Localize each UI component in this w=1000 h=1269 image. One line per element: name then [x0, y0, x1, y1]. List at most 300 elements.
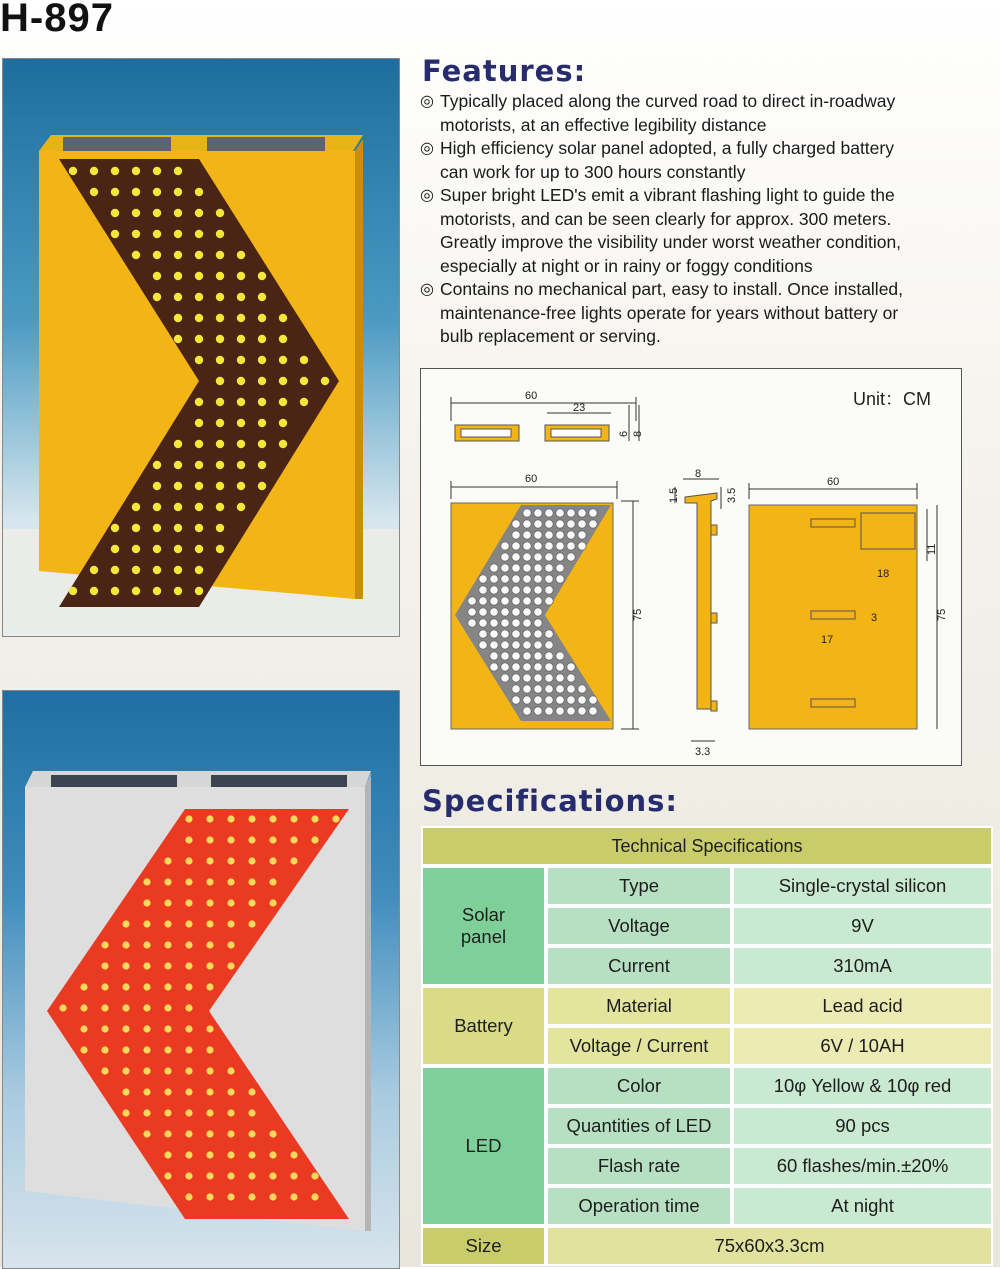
led-dot: [185, 1004, 192, 1011]
led-dot: [153, 566, 161, 574]
led-dot: [290, 1172, 297, 1179]
led-dot: [512, 531, 520, 539]
led-dot: [164, 1088, 171, 1095]
led-dot: [216, 251, 224, 259]
led-dot: [164, 962, 171, 969]
led-dot: [122, 1004, 129, 1011]
spec-category-solar: Solar panel: [421, 866, 546, 986]
led-dot: [248, 857, 255, 864]
led-dot: [164, 1046, 171, 1053]
led-dot: [111, 587, 119, 595]
led-dot: [153, 188, 161, 196]
led-dot: [153, 587, 161, 595]
led-dot: [164, 1130, 171, 1137]
led-dot: [195, 419, 203, 427]
led-dot: [216, 524, 224, 532]
led-dot: [174, 587, 182, 595]
led-dot: [258, 272, 266, 280]
led-dot: [556, 575, 564, 583]
led-dot: [164, 920, 171, 927]
led-dot: [269, 1193, 276, 1200]
led-dot: [122, 920, 129, 927]
led-dot: [164, 1004, 171, 1011]
led-dot: [512, 641, 520, 649]
led-dot: [479, 641, 487, 649]
led-dot: [237, 398, 245, 406]
led-dot: [279, 356, 287, 364]
feature-text: Typically placed along the curved road to direct in-roadway motorists, at an effective legibility distance: [440, 91, 896, 135]
led-dot: [479, 586, 487, 594]
led-dot: [122, 1109, 129, 1116]
led-dot: [578, 520, 586, 528]
led-dot: [578, 685, 586, 693]
led-dot: [311, 836, 318, 843]
led-dot: [216, 335, 224, 343]
led-dot: [248, 1130, 255, 1137]
spec-size-label: Size: [421, 1226, 546, 1266]
led-dot: [153, 272, 161, 280]
spec-size-value: 75x60x3.3cm: [546, 1226, 993, 1266]
led-dot: [258, 356, 266, 364]
led-dot: [534, 575, 542, 583]
led-dot: [174, 566, 182, 574]
led-dot: [80, 1025, 87, 1032]
led-dot: [501, 630, 509, 638]
led-dot: [545, 696, 553, 704]
feature-item: [420, 184, 1000, 278]
led-dot: [185, 1046, 192, 1053]
led-dot: [80, 983, 87, 990]
led-dot: [545, 553, 553, 561]
led-dot: [227, 836, 234, 843]
led-dot: [143, 878, 150, 885]
led-dot: [185, 983, 192, 990]
led-dot: [578, 531, 586, 539]
led-dot: [216, 293, 224, 301]
led-dot: [578, 696, 586, 704]
led-dot: [195, 314, 203, 322]
spec-label: Flash rate: [546, 1146, 732, 1186]
led-dot: [195, 272, 203, 280]
led-dot: [534, 608, 542, 616]
led-dot: [195, 251, 203, 259]
led-dot: [122, 1067, 129, 1074]
side-lip-label: 1.5: [668, 487, 680, 503]
led-dot: [545, 652, 553, 660]
front-height-label: 75: [632, 608, 644, 621]
led-dot: [545, 520, 553, 528]
led-dot: [523, 663, 531, 671]
feature-item: [420, 278, 1000, 349]
led-dot: [195, 188, 203, 196]
led-dot: [174, 503, 182, 511]
feature-text: Contains no mechanical part, easy to install. Once installed, maintenance-free lights operate for years without battery or bulb replacement or serving.: [440, 279, 904, 346]
spec-category-battery: Battery: [421, 986, 546, 1066]
led-dot: [111, 209, 119, 217]
product-photo-red: [2, 690, 400, 1269]
led-dot: [216, 440, 224, 448]
led-dot: [111, 545, 119, 553]
led-dot: [216, 377, 224, 385]
led-dot: [216, 503, 224, 511]
led-dot: [111, 188, 119, 196]
red-sign-illustration: [3, 691, 399, 1268]
led-dot: [185, 1151, 192, 1158]
led-dot: [556, 553, 564, 561]
spec-table-title: Technical Specifications: [421, 826, 993, 866]
led-dot: [90, 587, 98, 595]
led-dot: [567, 674, 575, 682]
led-dot: [206, 1088, 213, 1095]
led-dot: [279, 440, 287, 448]
led-dot: [206, 941, 213, 948]
led-dot: [534, 619, 542, 627]
led-dot: [490, 564, 498, 572]
led-dot: [258, 461, 266, 469]
led-dot: [185, 899, 192, 906]
led-dot: [153, 524, 161, 532]
led-dot: [143, 920, 150, 927]
led-dot: [567, 696, 575, 704]
led-dot: [195, 440, 203, 448]
led-dot: [216, 314, 224, 322]
led-dot: [556, 663, 564, 671]
led-dot: [206, 1172, 213, 1179]
led-dot: [279, 377, 287, 385]
led-dot: [545, 586, 553, 594]
led-dot: [185, 1109, 192, 1116]
bullet-icon: ◎: [420, 140, 434, 157]
led-dot: [279, 419, 287, 427]
led-dot: [589, 520, 597, 528]
led-dot: [164, 1109, 171, 1116]
led-dot: [545, 509, 553, 517]
led-dot: [143, 899, 150, 906]
led-dot: [248, 815, 255, 822]
led-dot: [185, 836, 192, 843]
led-dot: [143, 1109, 150, 1116]
led-dot: [479, 630, 487, 638]
led-dot: [132, 545, 140, 553]
led-dot: [195, 482, 203, 490]
led-dot: [523, 707, 531, 715]
led-dot: [589, 509, 597, 517]
led-dot: [269, 857, 276, 864]
led-dot: [556, 674, 564, 682]
led-dot: [567, 531, 575, 539]
led-dot: [269, 815, 276, 822]
led-dot: [589, 707, 597, 715]
led-dot: [269, 1151, 276, 1158]
dimension-drawing: [421, 369, 961, 765]
spec-value: 60 flashes/min.±20%: [732, 1146, 993, 1186]
bullet-icon: ◎: [420, 187, 434, 204]
led-dot: [534, 531, 542, 539]
led-dot: [545, 685, 553, 693]
spec-value: 90 pcs: [732, 1106, 993, 1146]
led-dot: [174, 314, 182, 322]
led-dot: [237, 419, 245, 427]
led-dot: [185, 1130, 192, 1137]
led-dot: [248, 1109, 255, 1116]
led-dot: [132, 209, 140, 217]
bullet-icon: ◎: [420, 93, 434, 110]
led-dot: [111, 230, 119, 238]
led-dot: [143, 941, 150, 948]
led-dot: [195, 461, 203, 469]
back-bracket-h-label: 3: [871, 612, 878, 624]
led-dot: [269, 836, 276, 843]
led-dot: [556, 520, 564, 528]
led-dot: [143, 1025, 150, 1032]
led-dot: [501, 674, 509, 682]
led-dot: [101, 1046, 108, 1053]
led-dot: [578, 509, 586, 517]
led-dot: [101, 1025, 108, 1032]
feature-text: Super bright LED's emit a vibrant flashing light to guide the motorists, and can be seen clearly for approx. 300 meters. Greatly improve the visibility under worst weather condition, especially at night or in rainy or foggy conditions: [440, 185, 902, 276]
led-dot: [69, 167, 77, 175]
led-dot: [545, 575, 553, 583]
led-dot: [556, 509, 564, 517]
led-dot: [567, 685, 575, 693]
led-dot: [468, 619, 476, 627]
led-dot: [206, 1109, 213, 1116]
led-dot: [122, 1025, 129, 1032]
led-dot: [132, 167, 140, 175]
led-dot: [290, 836, 297, 843]
led-dot: [490, 630, 498, 638]
led-dot: [111, 524, 119, 532]
led-dot: [545, 663, 553, 671]
led-dot: [523, 509, 531, 517]
led-dot: [80, 1046, 87, 1053]
led-dot: [206, 962, 213, 969]
led-dot: [143, 1004, 150, 1011]
led-dot: [300, 377, 308, 385]
led-dot: [258, 398, 266, 406]
led-dot: [195, 293, 203, 301]
side-top-label: 8: [695, 468, 702, 480]
led-dot: [195, 566, 203, 574]
led-dot: [216, 398, 224, 406]
led-dot: [195, 545, 203, 553]
led-dot: [132, 587, 140, 595]
spec-label: Current: [546, 946, 732, 986]
led-dot: [512, 553, 520, 561]
led-dot: [501, 586, 509, 594]
led-dot: [174, 440, 182, 448]
led-dot: [174, 188, 182, 196]
led-dot: [153, 209, 161, 217]
led-dot: [545, 641, 553, 649]
led-dot: [195, 335, 203, 343]
led-dot: [589, 696, 597, 704]
led-dot: [164, 857, 171, 864]
led-dot: [237, 335, 245, 343]
led-dot: [174, 335, 182, 343]
spec-label: Type: [546, 866, 732, 906]
led-dot: [258, 440, 266, 448]
led-dot: [501, 608, 509, 616]
led-dot: [512, 685, 520, 693]
led-dot: [512, 597, 520, 605]
led-dot: [512, 564, 520, 572]
led-dot: [227, 1130, 234, 1137]
led-dot: [153, 167, 161, 175]
led-dot: [216, 230, 224, 238]
led-dot: [111, 566, 119, 574]
features-heading: Features:: [422, 54, 587, 88]
led-dot: [490, 597, 498, 605]
led-dot: [567, 707, 575, 715]
led-dot: [185, 1067, 192, 1074]
led-dot: [248, 899, 255, 906]
led-dot: [248, 1172, 255, 1179]
led-dot: [479, 597, 487, 605]
led-dot: [534, 586, 542, 594]
led-dot: [501, 619, 509, 627]
led-dot: [258, 377, 266, 385]
spec-label: Voltage / Current: [546, 1026, 732, 1066]
specifications-heading: Specifications:: [422, 784, 678, 818]
led-dot: [227, 962, 234, 969]
led-dot: [534, 553, 542, 561]
led-dot: [556, 696, 564, 704]
led-dot: [512, 542, 520, 550]
led-dot: [164, 878, 171, 885]
led-dot: [512, 608, 520, 616]
led-dot: [227, 878, 234, 885]
led-dot: [300, 356, 308, 364]
led-dot: [269, 899, 276, 906]
led-dot: [534, 674, 542, 682]
led-dot: [174, 230, 182, 238]
led-dot: [195, 209, 203, 217]
led-dot: [567, 542, 575, 550]
led-dot: [153, 545, 161, 553]
led-dot: [195, 230, 203, 238]
led-dot: [153, 461, 161, 469]
led-dot: [523, 685, 531, 693]
led-dot: [122, 983, 129, 990]
panel-width-label: 23: [573, 402, 586, 414]
led-dot: [501, 542, 509, 550]
led-dot: [237, 461, 245, 469]
led-dot: [143, 962, 150, 969]
led-dot: [556, 707, 564, 715]
led-dot: [143, 1046, 150, 1053]
led-dot: [90, 188, 98, 196]
led-dot: [122, 941, 129, 948]
led-dot: [237, 377, 245, 385]
spec-value: At night: [732, 1186, 993, 1226]
features-list: [420, 90, 1000, 349]
led-dot: [185, 962, 192, 969]
led-dot: [227, 1067, 234, 1074]
led-dot: [512, 619, 520, 627]
feature-item: [420, 137, 1000, 184]
led-dot: [195, 524, 203, 532]
led-dot: [216, 419, 224, 427]
led-dot: [216, 461, 224, 469]
led-dot: [227, 941, 234, 948]
led-dot: [216, 272, 224, 280]
back-box-label: 18: [877, 568, 890, 580]
led-dot: [206, 899, 213, 906]
led-dot: [258, 293, 266, 301]
led-dot: [59, 1004, 66, 1011]
spec-value: 310mA: [732, 946, 993, 986]
led-dot: [227, 1151, 234, 1158]
led-dot: [164, 1172, 171, 1179]
led-dot: [545, 707, 553, 715]
led-dot: [501, 663, 509, 671]
led-dot: [501, 553, 509, 561]
led-dot: [479, 619, 487, 627]
led-dot: [195, 398, 203, 406]
back-height-label: 75: [936, 608, 948, 621]
spec-table: [421, 826, 993, 1266]
led-dot: [101, 983, 108, 990]
led-dot: [300, 398, 308, 406]
led-dot: [237, 440, 245, 448]
led-dot: [90, 167, 98, 175]
led-dot: [523, 553, 531, 561]
led-dot: [269, 1172, 276, 1179]
led-dot: [206, 1193, 213, 1200]
led-dot: [206, 1046, 213, 1053]
led-dot: [101, 1004, 108, 1011]
led-dot: [143, 983, 150, 990]
led-dot: [545, 542, 553, 550]
led-dot: [132, 230, 140, 238]
led-dot: [206, 836, 213, 843]
led-dot: [237, 314, 245, 322]
dimension-diagram: [420, 368, 962, 766]
led-dot: [132, 188, 140, 196]
led-dot: [227, 1193, 234, 1200]
spec-label: Voltage: [546, 906, 732, 946]
led-dot: [227, 899, 234, 906]
led-dot: [248, 1151, 255, 1158]
led-dot: [143, 1130, 150, 1137]
led-dot: [248, 920, 255, 927]
unit-label: Unit：CM: [852, 389, 931, 409]
led-dot: [479, 575, 487, 583]
led-dot: [164, 1025, 171, 1032]
led-dot: [523, 608, 531, 616]
led-dot: [512, 674, 520, 682]
led-dot: [174, 293, 182, 301]
led-dot: [185, 1088, 192, 1095]
led-dot: [279, 314, 287, 322]
led-dot: [153, 251, 161, 259]
spec-value: Single-crystal silicon: [732, 866, 993, 906]
led-dot: [174, 251, 182, 259]
led-dot: [534, 542, 542, 550]
led-dot: [164, 941, 171, 948]
led-dot: [534, 685, 542, 693]
led-dot: [227, 1172, 234, 1179]
spec-label: Material: [546, 986, 732, 1026]
led-dot: [269, 1130, 276, 1137]
led-dot: [258, 335, 266, 343]
led-dot: [174, 167, 182, 175]
led-dot: [523, 531, 531, 539]
led-dot: [490, 663, 498, 671]
led-dot: [534, 520, 542, 528]
led-dot: [206, 857, 213, 864]
